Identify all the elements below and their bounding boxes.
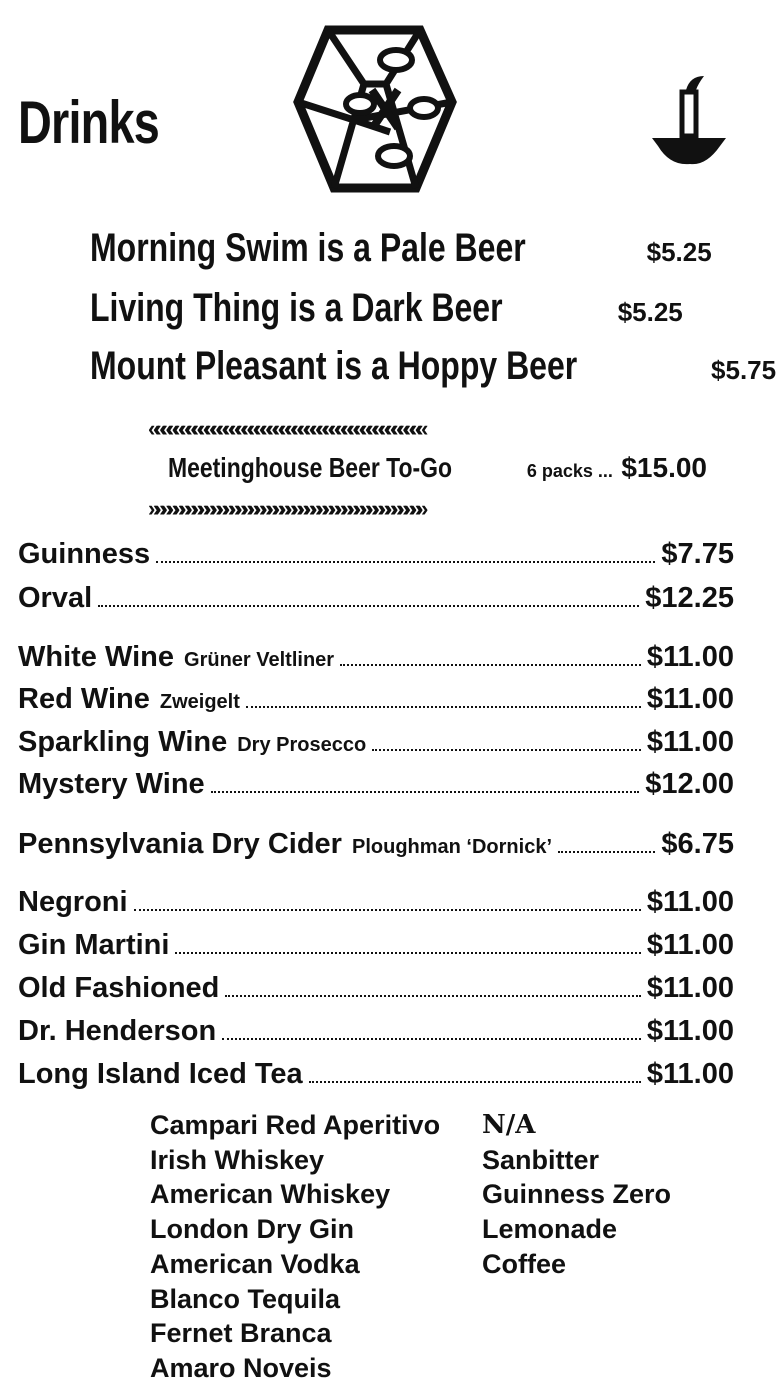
menu-item <box>18 538 734 574</box>
leader-dots <box>222 1038 641 1040</box>
menu-item <box>18 641 734 677</box>
item-price: $11.00 <box>646 683 734 715</box>
item-name: Mystery Wine <box>18 768 205 800</box>
item-name: Guinness <box>18 538 151 570</box>
list-item: Blanco Tequila <box>150 1283 341 1314</box>
item-price: $11.00 <box>646 972 734 1004</box>
leader-dots <box>309 1081 641 1083</box>
item-price: $12.00 <box>645 768 734 800</box>
item-price: $11.00 <box>646 641 734 673</box>
leader-dots <box>372 749 641 751</box>
beer-row <box>90 344 776 392</box>
menu-item <box>18 1058 734 1094</box>
menu-item <box>18 683 734 719</box>
item-name: Dr. Henderson <box>18 1015 217 1047</box>
item-note: Dry Prosecco <box>237 734 367 756</box>
item-note: Zweigelt <box>159 691 240 713</box>
beer-name: Morning Swim is a Pale Beer <box>90 226 526 270</box>
menu-item <box>18 828 734 864</box>
beer-price: $5.75 <box>711 355 776 385</box>
item-price: $11.00 <box>646 1058 734 1090</box>
section-heading: N/A <box>482 1110 536 1140</box>
item-note: Grüner Veltliner <box>184 649 335 671</box>
chevron-divider-bottom: »»»»»»»»»»»»»»»»»»»»»»»»»»»»»»»»»»»»»»»»»»»» <box>148 496 423 521</box>
list-item: Guinness Zero <box>482 1179 672 1210</box>
leader-dots <box>225 995 640 997</box>
leader-dots <box>211 791 640 793</box>
non-alcoholic-list <box>482 1108 671 1282</box>
item-price: $7.75 <box>661 538 734 570</box>
list-item: London Dry Gin <box>150 1214 354 1245</box>
item-name: Orval <box>18 582 93 614</box>
leader-dots <box>134 909 641 911</box>
list-item: Coffee <box>482 1248 567 1279</box>
item-name: Long Island Iced Tea <box>18 1058 303 1090</box>
menu-item <box>18 1015 734 1051</box>
togo-price: $15.00 <box>621 452 707 483</box>
leader-dots <box>558 851 655 853</box>
menu-item <box>18 726 734 762</box>
beer-price: $5.25 <box>646 237 712 267</box>
chevron-divider-top: «««««««««««««««««««««««««««««««««««««««««««« <box>148 416 423 441</box>
list-item: Lemonade <box>482 1214 618 1245</box>
item-name: White Wine <box>18 641 175 673</box>
item-name: Gin Martini <box>18 929 170 961</box>
stained-glass-emblem-icon <box>294 24 456 194</box>
menu-item <box>18 972 734 1008</box>
list-item: Irish Whiskey <box>150 1144 325 1175</box>
menu-item <box>18 886 734 922</box>
leader-dots <box>340 664 641 666</box>
item-name: Sparkling Wine <box>18 726 228 758</box>
item-name: Red Wine <box>18 683 150 715</box>
list-item: Sanbitter <box>482 1144 600 1175</box>
list-item: American Vodka <box>150 1248 360 1279</box>
candle-icon <box>650 74 728 166</box>
spirits-list <box>150 1108 440 1386</box>
item-price: $11.00 <box>646 1015 734 1047</box>
beer-row <box>90 286 683 334</box>
item-price: $11.00 <box>646 929 734 961</box>
togo-name: Meetinghouse Beer To-Go <box>168 452 453 483</box>
page-title: Drinks <box>18 89 159 156</box>
item-note: Ploughman ‘Dornick’ <box>351 836 553 858</box>
menu-item <box>18 768 734 804</box>
item-price: $11.00 <box>646 886 734 918</box>
list-item: American Whiskey <box>150 1179 391 1210</box>
menu-item <box>18 929 734 965</box>
item-name: Old Fashioned <box>18 972 220 1004</box>
menu-item <box>18 582 734 618</box>
leader-dots <box>246 706 641 708</box>
item-name: Negroni <box>18 886 128 918</box>
leader-dots <box>156 561 655 563</box>
beer-name: Living Thing is a Dark Beer <box>90 286 503 330</box>
list-item: Amaro Noveis <box>150 1352 332 1383</box>
leader-dots <box>98 605 639 607</box>
beer-row <box>90 226 712 274</box>
item-price: $6.75 <box>661 828 734 860</box>
beer-name: Mount Pleasant is a Hoppy Beer <box>90 344 578 388</box>
beer-price: $5.25 <box>617 297 683 327</box>
item-price: $11.00 <box>646 726 734 758</box>
list-item: Fernet Branca <box>150 1318 332 1349</box>
item-name: Pennsylvania Dry Cider <box>18 828 342 860</box>
item-price: $12.25 <box>645 582 734 614</box>
togo-unit: 6 packs ... <box>526 461 613 481</box>
list-item: Campari Red Aperitivo <box>150 1110 441 1140</box>
togo-offer <box>168 452 707 484</box>
leader-dots <box>175 952 640 954</box>
